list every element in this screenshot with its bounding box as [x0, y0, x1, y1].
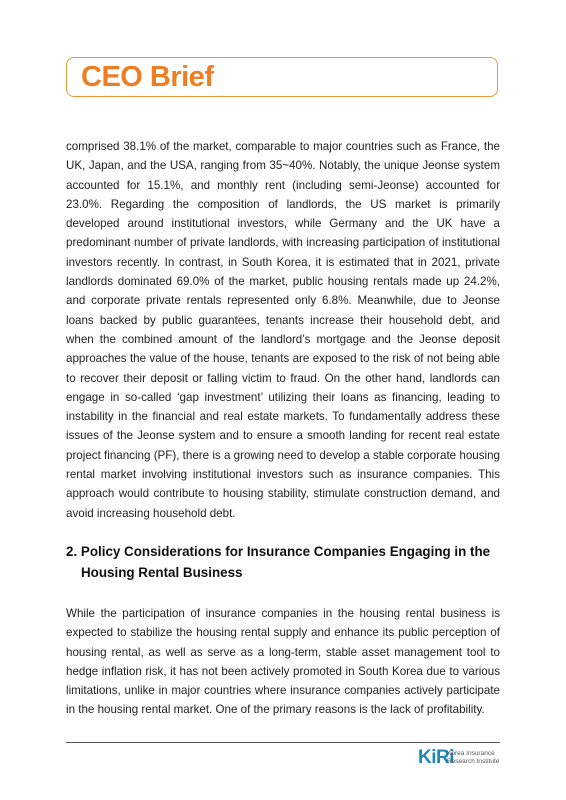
- body-paragraph-2: While the participation of insurance companies in the housing rental business is expected to stabilize the housing rental supply and enhance its public perception of housing rental, as well as serve as a long-term, stable asset management tool to hedge inflation risk, it has not been actively promoted in South Korea due to various limitations, unlike in major countries where insurance companies actively participate in the housing rental market. One of the primary reasons is the lack of profitability.: [66, 607, 500, 717]
- body-paragraph-1: comprised 38.1% of the market, comparable to major countries such as France, the UK, Japan, and the USA, ranging from 35~40%. Notably, the unique Jeonse system accounted for 15.1%, and monthly rent (including semi-Jeonse) accounted for 23.0%. Regarding the composition of landlords, the US market is primarily developed around institutional investors, while Germany and the UK have a predominant number of private landlords, with increasing participation of institutional investors recently. In contrast, in South Korea, it is estimated that in 2021, private landlords dominated 69.0% of the market, public housing rentals made up 24.2%, and corporate private rentals represented only 6.8%. Meanwhile, due to Jeonse loans backed by public guarantees, tenants increase their household debt, and when the combined amount of the landlord’s mortgage and the Jeonse deposit approaches the value of the house, tenants are exposed to the risk of not being able to recover their deposit or falling victim to fraud. On the other hand, landlords can engage in so-called ‘gap investment’ utilizing their loans as financing, leading to instability in the financial and real estate markets. To fundamentally address these issues of the Jeonse system and to ensure a smooth landing for recent real estate project financing (PF), there is a growing need to develop a stable corporate housing rental market involving institutional investors such as insurance companies. This approach would contribute to housing stability, stimulate construction demand, and avoid increasing household debt.: [66, 140, 500, 520]
- kiri-logo-mark: KiRi: [418, 747, 454, 768]
- footer-divider: [66, 742, 500, 743]
- kiri-logo-text: [447, 750, 499, 766]
- logo-line-1: Korea Insurance: [447, 750, 495, 757]
- section-heading: 2. Policy Considerations for Insurance Companies Engaging in the Housing Rental Business: [66, 544, 491, 580]
- ceo-brief-header: [66, 57, 498, 97]
- brand-title: CEO Brief: [81, 61, 214, 93]
- logo-line-2: Research Institute: [447, 758, 500, 765]
- kiri-logo: [418, 746, 508, 770]
